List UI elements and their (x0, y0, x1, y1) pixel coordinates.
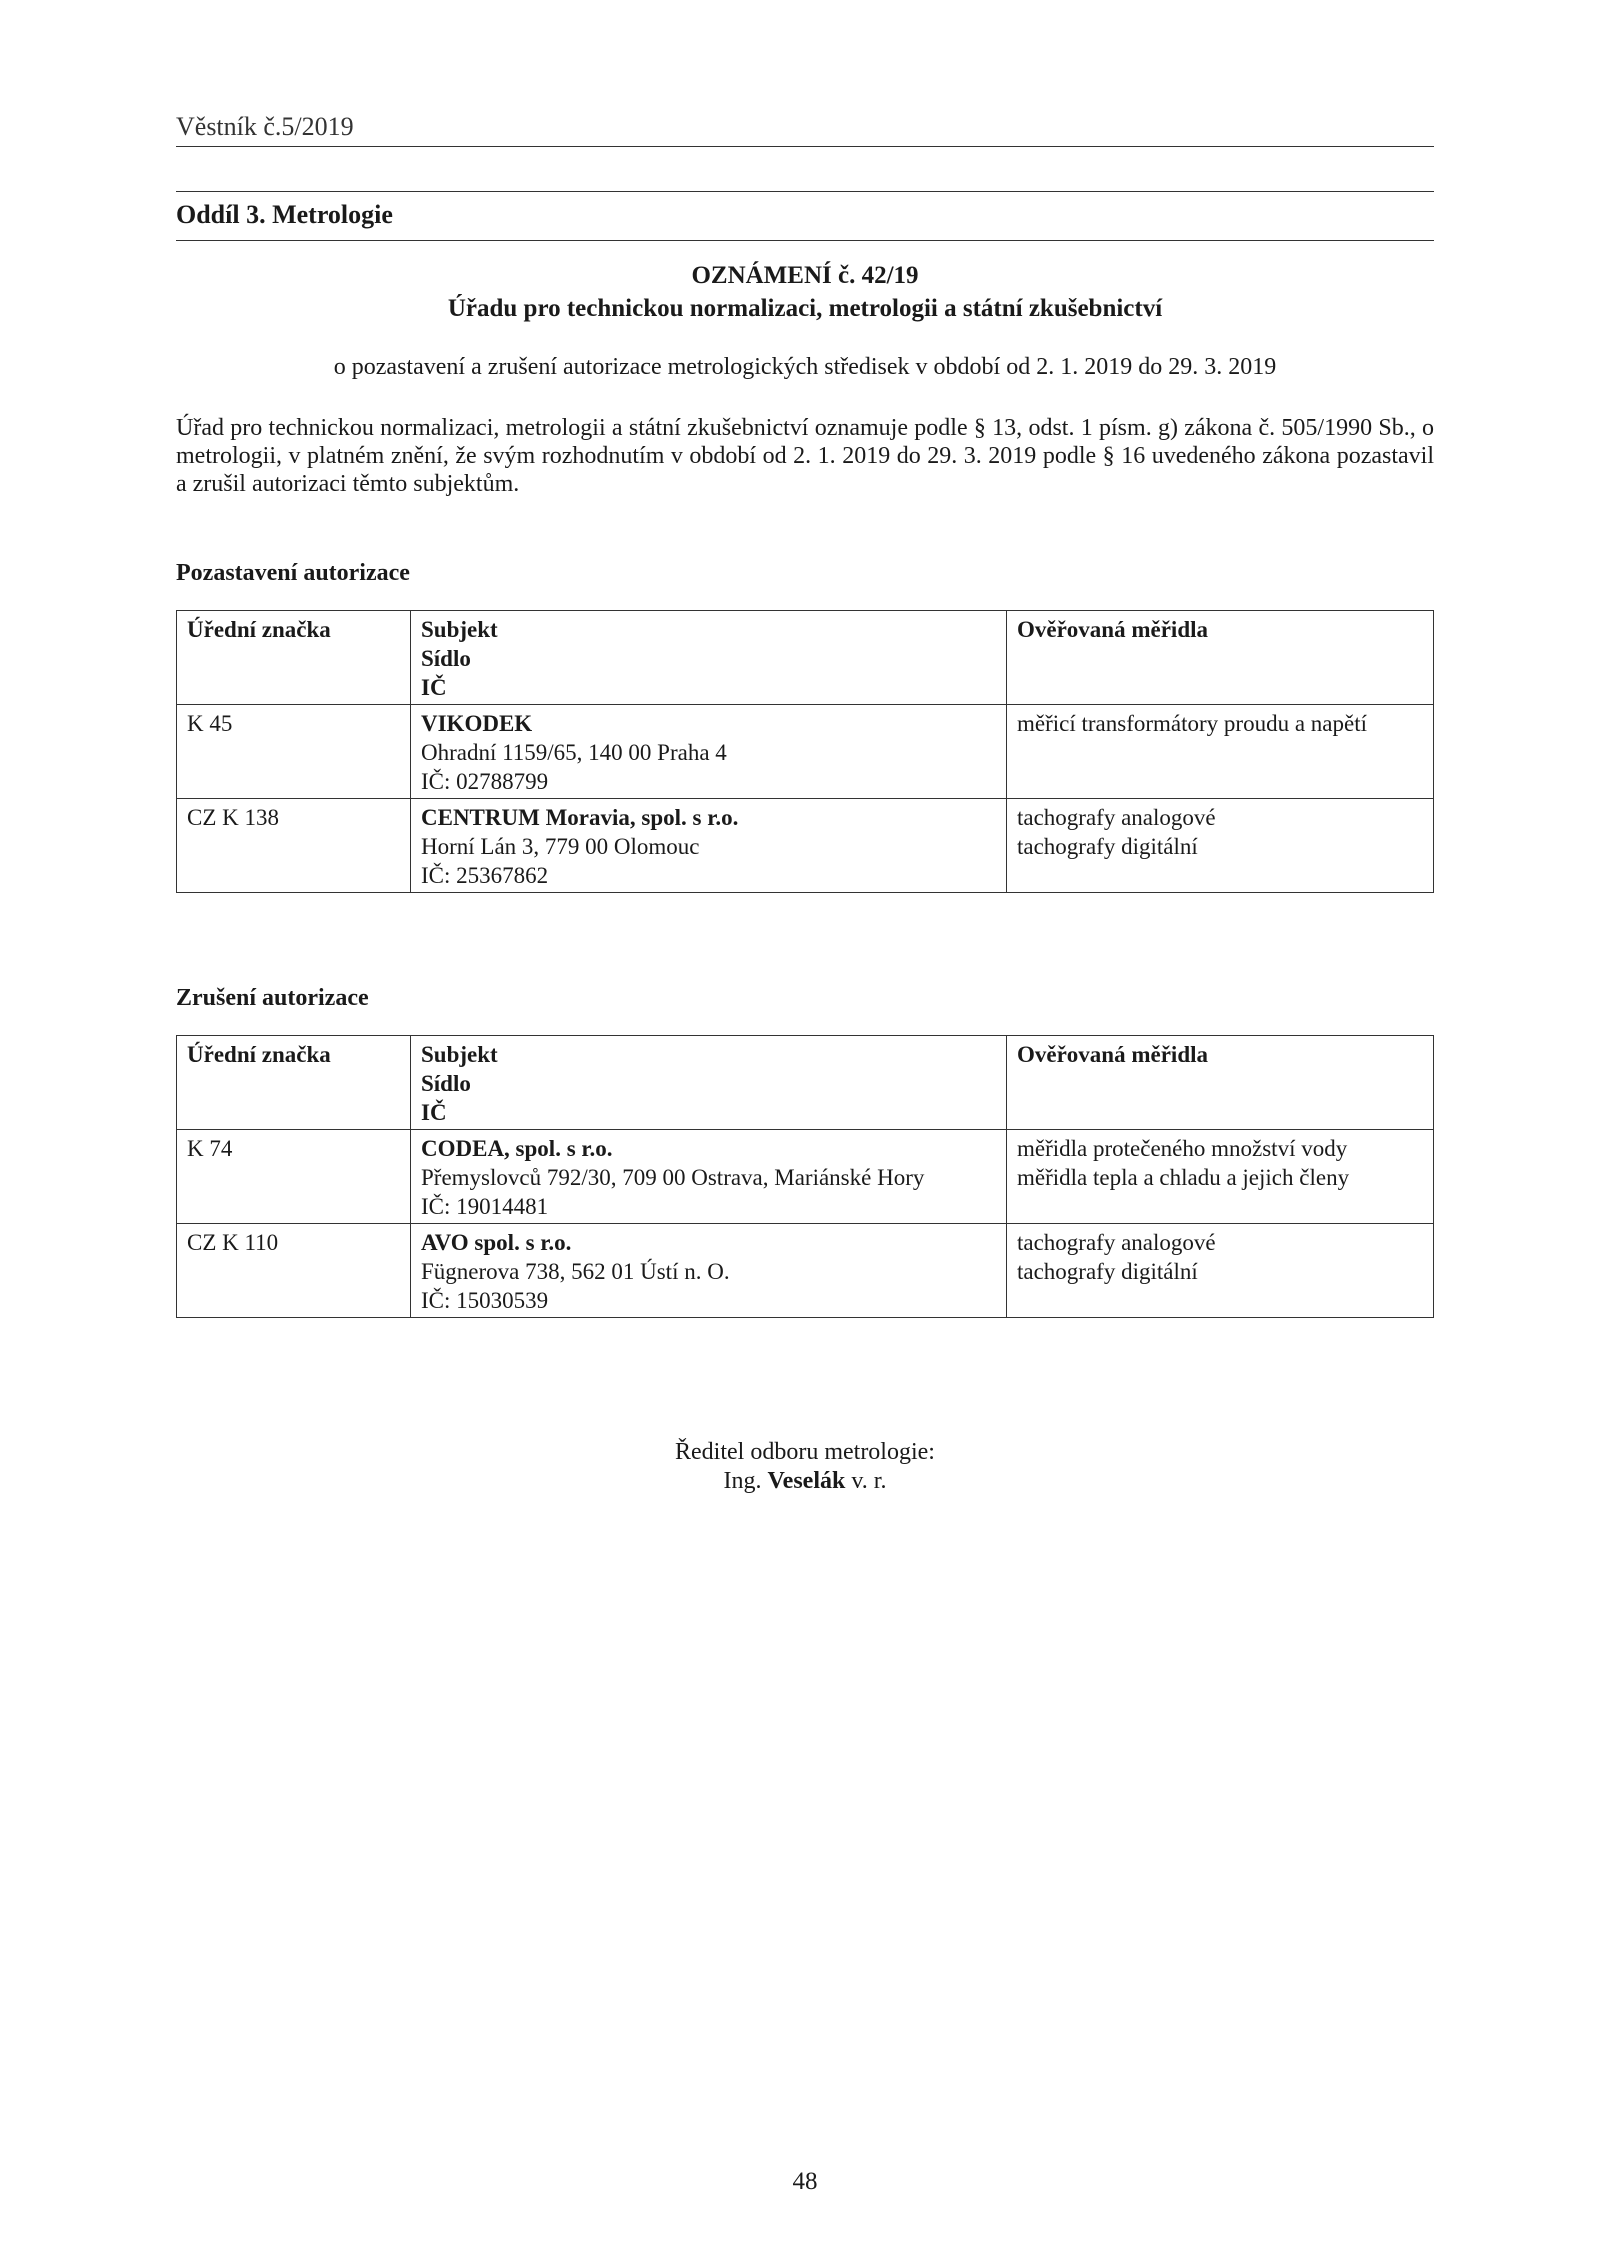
instrument-item: měřicí transformátory proudu a napětí (1017, 711, 1367, 736)
notice-office: Úřadu pro technickou normalizaci, metrologii a státní zkušebnictví (447, 295, 1163, 322)
subject-ic: IČ: 02788799 (421, 769, 549, 794)
subject-address: Přemyslovců 792/30, 709 00 Ostrava, Mariánské Hory (421, 1165, 925, 1190)
col-header-subject: Subjekt Sídlo IČ (411, 611, 1007, 705)
cell-instruments (1007, 705, 1434, 799)
table-row (177, 705, 1434, 799)
instrument-item: tachografy digitální (1017, 834, 1198, 859)
col-header-instruments: Ověřovaná měřidla (1007, 1036, 1434, 1130)
table-row (177, 1130, 1434, 1224)
cell-mark: CZ K 138 (177, 799, 411, 893)
instrument-item: tachografy digitální (1017, 1259, 1198, 1284)
subject-address: Ohradní 1159/65, 140 00 Praha 4 (421, 740, 727, 765)
cell-instruments (1007, 799, 1434, 893)
cell-subject (411, 1130, 1007, 1224)
cancellation-table (176, 1035, 1434, 1318)
cell-mark: K 74 (177, 1130, 411, 1224)
subject-name: VIKODEK (421, 711, 533, 736)
col-header-subject: Subjekt Sídlo IČ (411, 1036, 1007, 1130)
header-rule (176, 146, 1434, 147)
intro-text: Úřad pro technickou normalizaci, metrologii a státní zkušebnictví oznamuje podle § 13, odst. 1 písm. g) zákona č. 505/1990 Sb., o metrologii, v platném znění, že svým rozhodnutím v období od 2. 1. 2019 do 29. 3. 2019 podle § 16 uvedeného zákona pozastavil a zrušil autorizaci těmto subjektům. (176, 415, 1434, 497)
subject-ic: IČ: 25367862 (421, 863, 549, 888)
table-row (177, 799, 1434, 893)
suspension-table (176, 610, 1434, 893)
section-title: Oddíl 3. Metrologie (176, 200, 393, 229)
subject-name: CODEA, spol. s r.o. (421, 1136, 613, 1161)
cell-instruments (1007, 1224, 1434, 1318)
cell-mark: K 45 (177, 705, 411, 799)
col-header-mark: Úřední značka (177, 611, 411, 705)
table-row (177, 1224, 1434, 1318)
instrument-item: tachografy analogové (1017, 1230, 1216, 1255)
instrument-item: měřidla tepla a chladu a jejich členy (1017, 1165, 1350, 1190)
intro-paragraph (176, 414, 1434, 498)
notice-number: OZNÁMENÍ č. 42/19 (691, 262, 919, 289)
instrument-item: měřidla protečeného množství vody (1017, 1136, 1348, 1161)
cell-subject (411, 799, 1007, 893)
signature-role: Ředitel odboru metrologie: (675, 1439, 935, 1465)
section-rule-bottom (176, 240, 1434, 241)
signature-prefix: Ing. (723, 1468, 762, 1494)
cell-mark: CZ K 110 (177, 1224, 411, 1318)
signature-suffix: v. r. (851, 1468, 887, 1494)
subject-address: Fügnerova 738, 562 01 Ústí n. O. (421, 1259, 730, 1284)
suspension-heading: Pozastavení autorizace (176, 560, 410, 586)
subject-address: Horní Lán 3, 779 00 Olomouc (421, 834, 700, 859)
table-header-row (177, 1036, 1434, 1130)
col-header-mark: Úřední značka (177, 1036, 411, 1130)
subject-ic: IČ: 19014481 (421, 1194, 549, 1219)
cell-instruments (1007, 1130, 1434, 1224)
instrument-item: tachografy analogové (1017, 805, 1216, 830)
subject-name: AVO spol. s r.o. (421, 1230, 572, 1255)
subject-ic: IČ: 15030539 (421, 1288, 549, 1313)
signature-block (176, 1438, 1434, 1496)
signature-name: Veselák (767, 1468, 846, 1494)
page-number: 48 (792, 2168, 818, 2195)
cell-subject (411, 705, 1007, 799)
subject-name: CENTRUM Moravia, spol. s r.o. (421, 805, 739, 830)
table-header-row (177, 611, 1434, 705)
journal-header: Věstník č.5/2019 (176, 112, 354, 141)
notice-subject: o pozastavení a zrušení autorizace metrologických středisek v období od 2. 1. 2019 do 29. 3. 2019 (333, 354, 1277, 380)
col-header-instruments: Ověřovaná měřidla (1007, 611, 1434, 705)
signature-line (176, 1467, 1434, 1496)
section-rule-top (176, 191, 1434, 192)
cancellation-heading: Zrušení autorizace (176, 985, 369, 1011)
cell-subject (411, 1224, 1007, 1318)
